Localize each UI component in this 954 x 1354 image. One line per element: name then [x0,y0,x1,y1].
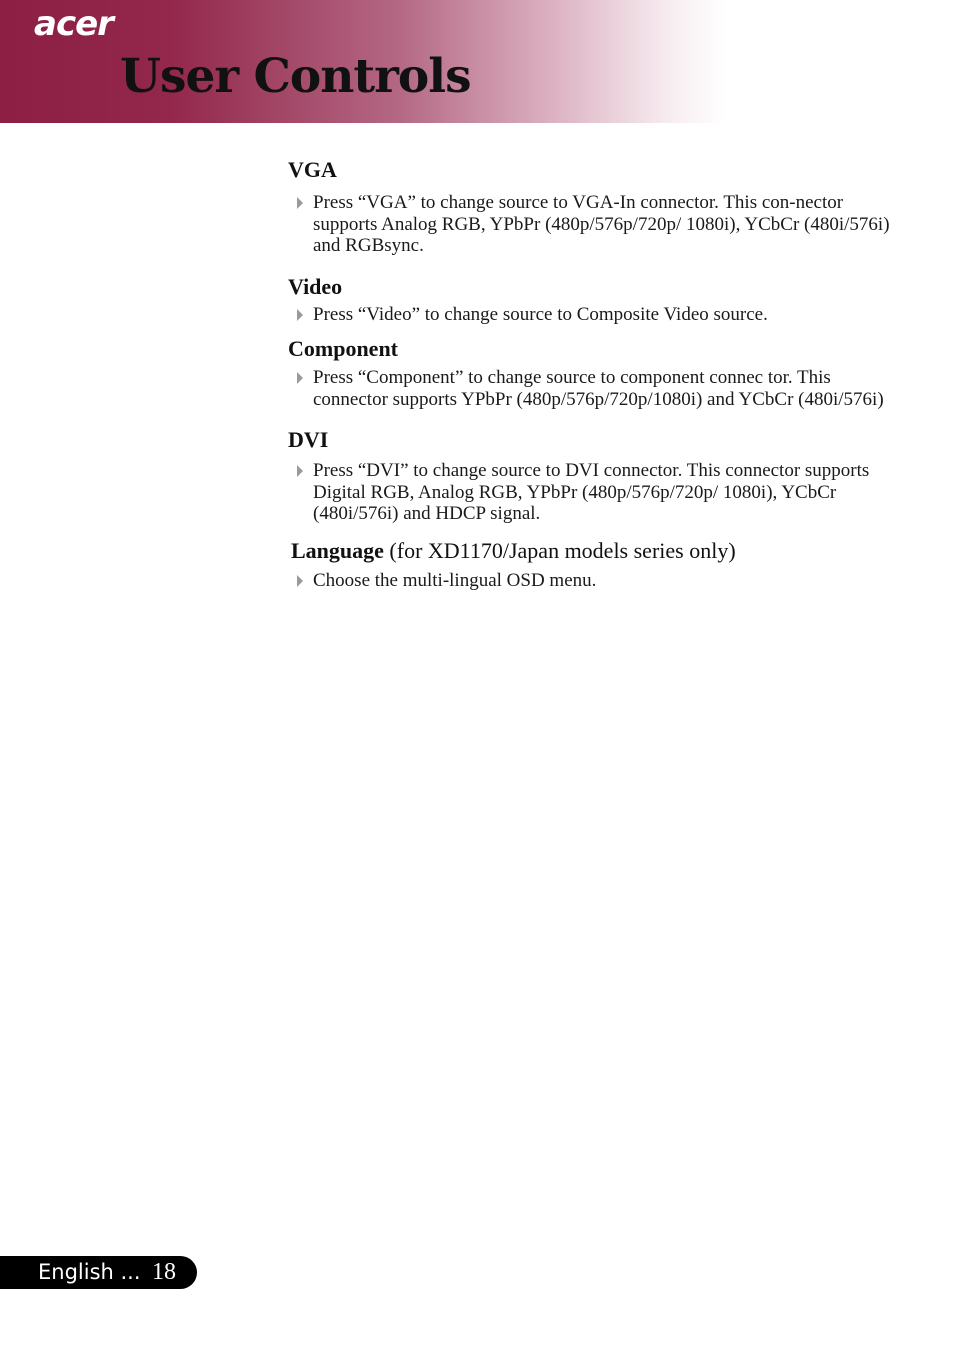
section-dvi [288,426,898,525]
main-content [288,156,898,591]
page-title: User Controls [120,49,471,104]
triangle-right-icon [297,309,303,321]
page-footer [0,1256,197,1289]
bullet-item [288,192,898,257]
page-number: 18 [152,1259,176,1285]
section-heading: Component [288,336,399,361]
section-heading: VGA [288,157,337,182]
triangle-right-icon [297,465,303,477]
section-heading: DVI [288,427,329,452]
bullet-item [288,460,898,525]
bullet-item [288,304,898,326]
bullet-text: Press “VGA” to change source to VGA-In connector. This con-nector supports Analog RGB, YPbPr (480p/576p/720p/ 1080i), YCbCr (480i/576i) and RGBsync. [313,192,890,256]
triangle-right-icon [297,372,303,384]
bullet-text: Choose the multi-lingual OSD menu. [313,569,597,591]
triangle-right-icon [297,197,303,209]
page-header [0,0,954,123]
section-heading-note: (for XD1170/Japan models series only) [389,537,736,563]
bullet-text: Press “DVI” to change source to DVI connector. This connector supports Digital RGB, Analog RGB, YPbPr (480p/576p/720p/ 1080i), YCbCr (480i/576i) and HDCP signal. [313,460,870,524]
bullet-text: Press “Component” to change source to component connec tor. This connector supports YPbPr (480p/576p/720p/1080i) and YCbCr (480i/576i) [313,367,884,410]
section-heading: Video [288,273,343,299]
section-language [288,537,898,592]
section-component [288,335,898,410]
section-vga [288,156,898,257]
section-heading [291,537,898,565]
bullet-item [288,570,898,592]
footer-language: English ... [38,1260,141,1284]
bullet-text: Press “Video” to change source to Composite Video source. [313,303,768,325]
section-video [288,273,898,326]
acer-logo: acer [34,4,113,44]
triangle-right-icon [297,575,303,587]
bullet-item [288,367,898,410]
section-heading-label: Language [291,537,384,563]
